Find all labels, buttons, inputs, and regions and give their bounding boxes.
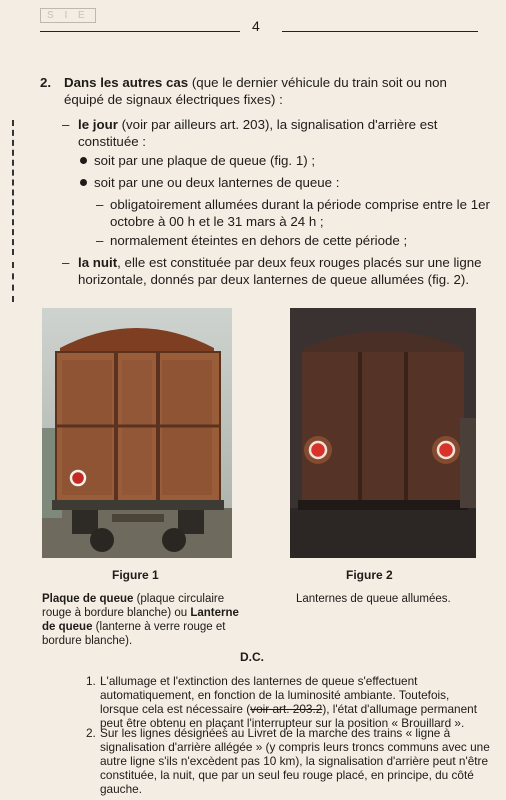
bullet-text: soit par une ou deux lanternes de queue : xyxy=(94,175,340,190)
figure-2-label: Figure 2 xyxy=(346,568,393,582)
figure-2-photo xyxy=(290,308,476,558)
header-rule-right xyxy=(282,31,478,32)
sub-text: obligatoirement allumées durant la période comprise entre le 1er octobre à 00 h et le 31 mars à 24 h ; xyxy=(110,197,490,229)
figure-1-caption: Plaque de queue (plaque circulaire rouge à bordure blanche) ou Lanterne de queue (lanterne à verre rouge et bordure blanche). xyxy=(42,593,239,647)
bullet-dot xyxy=(80,179,87,186)
sub-text: normalement éteintes en dehors de cette période ; xyxy=(110,233,408,248)
header-stamp: S I E xyxy=(40,8,96,23)
sub-item-eteintes: – normalement éteintes en dehors de cette période ; xyxy=(96,232,490,249)
bullet-text: soit par une plaque de queue (fig. 1) ; xyxy=(94,153,316,168)
section-2-intro xyxy=(40,74,490,108)
wagon-night-image xyxy=(290,308,476,558)
bullet-plaque xyxy=(80,152,490,169)
bullet-lanternes xyxy=(80,174,490,191)
dc-title: D.C. xyxy=(240,650,264,664)
revision-bar xyxy=(12,120,14,255)
figure-2-caption: Lanternes de queue allumées. xyxy=(296,593,451,605)
section-text: (que le dernier véhicule du train soit ou non équipé de signaux électriques fixes) : xyxy=(64,75,447,107)
figure-1-photo xyxy=(42,308,232,558)
page-number: 4 xyxy=(252,18,260,34)
jour-lead: le jour xyxy=(78,117,118,132)
section-title: Dans les autres cas xyxy=(64,75,189,90)
dc-note-2: 2. Sur les lignes désignées au Livret de la marche des trains « ligne à signalisation d'arrière allégée » (y compris leurs troncs communs avec une autre ligne s'ils n'excèdent pas 10 km), la signalisation d'arrière peut n'être constituée, la nuit, que par un seul feu rouge placé, en principe, du côté gauche. xyxy=(86,726,490,796)
section-number: 2. xyxy=(40,75,52,90)
bullet-dot xyxy=(80,157,87,164)
revision-bar xyxy=(12,262,14,302)
dc-note-1: 1. L'allumage et l'extinction des lanternes de queue s'effectuent automatiquement, en fonction de la luminosité ambiante. Toutefois, lorsque cela est nécessaire (voir art. 203.2), l'état d'allumage permanent peut être obtenu en plaçant l'interrupteur sur la position « Brouillard ». xyxy=(86,674,477,730)
jour-text: (voir par ailleurs art. 203), la signalisation d'arrière est constituée : xyxy=(78,117,438,149)
header-rule-left xyxy=(40,31,240,32)
nuit-text: , elle est constituée par deux feux rouges placés sur une ligne horizontale, donnés par deux lanternes de queue allumées (fig. 2). xyxy=(78,255,482,287)
sub-item-allumees: – obligatoirement allumées durant la période comprise entre le 1er octobre à 00 h et le 31 mars à 24 h ; xyxy=(96,197,490,229)
wagon-daylight-image xyxy=(42,308,232,558)
jour-item: – le jour (voir par ailleurs art. 203), la signalisation d'arrière est constituée : xyxy=(62,117,438,149)
figure-1-label: Figure 1 xyxy=(112,568,159,582)
nuit-lead: la nuit xyxy=(78,255,118,270)
nuit-item: – la nuit, elle est constituée par deux feux rouges placés sur une ligne horizontale, donnés par deux lanternes de queue allumées (fig. 2). xyxy=(62,255,482,287)
